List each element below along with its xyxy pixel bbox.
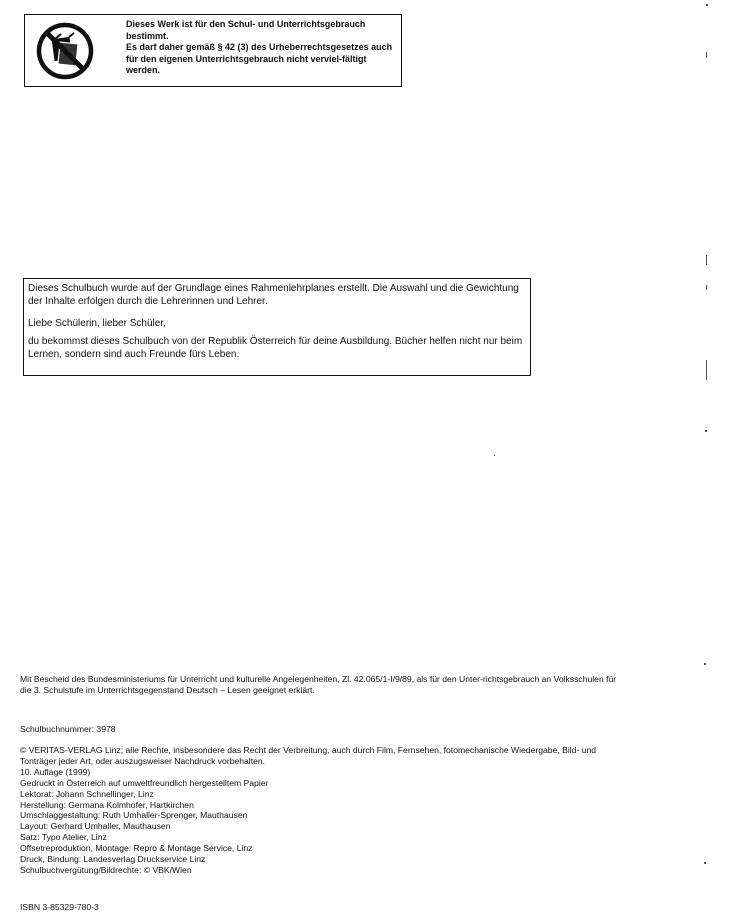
- image-rights-line: Schulbuchvergütung/Bildrechte: © VBK/Wien: [20, 864, 192, 875]
- cover-line: Umschlaggestaltung: Ruth Umhaller-Sprenger, Mauthausen: [20, 810, 248, 821]
- notice-text: [126, 19, 401, 77]
- notice-line-2: Es darf daher gemäß § 42 (3) des Urheberrechtsgesetzes auch für den eigenen Unterrichtsgebrauch nicht verviel-fältigt werden.: [126, 42, 393, 75]
- reproduction-line: Offsetreproduktion, Montage: Repro & Montage Service, Linz: [20, 843, 253, 854]
- scan-speck: [706, 255, 707, 265]
- scan-speck: [705, 430, 707, 432]
- scan-speck: [706, 285, 707, 290]
- scan-speck: [494, 455, 495, 456]
- scan-speck: [706, 360, 707, 380]
- printing-line: Druck, Bindung: Landesverlag Druckservice Linz: [20, 854, 206, 865]
- isbn: [20, 902, 620, 913]
- greeting: Liebe Schülerin, lieber Schüler,: [28, 318, 166, 329]
- no-photocopy-icon: [35, 21, 95, 81]
- layout-line: Layout: Gerhard Umhaller, Mauthausen: [20, 821, 171, 832]
- scan-speck: [706, 52, 707, 58]
- intro-paragraph-1: Dieses Schulbuch wurde auf der Grundlage eines Rahmenlehrplanes erstellt. Die Auswahl und die Gewichtung der Inhalte erfolgen durch die Lehrerinnen und Lehrer.: [28, 283, 519, 307]
- copyright-line: © VERITAS-VERLAG Linz; alle Rechte, insbesondere das Recht der Verbreitung, auch durch Film, Fernsehen, fotomechanische Wiedergabe, Bild- und Tonträger jeder Art, oder auszugsweiser Nachdruck vorbehalten.: [20, 745, 597, 766]
- intro-box: [23, 278, 531, 376]
- intro-paragraph-2: du bekommst dieses Schulbuch von der Republik Österreich für deine Ausbildung. Bücher helfen nicht nur beim Lernen, sondern sind auch Freunde fürs Leben.: [28, 336, 523, 360]
- notice-line-1: Dieses Werk ist für den Schul- und Unterrichtsgebrauch bestimmt.: [126, 19, 366, 41]
- approval-text: Mit Bescheid des Bundesministeriums für Unterricht und kulturelle Angelegenheiten, Zl. 42.065/1-I/9/89, als für den Unter-richtsgebrauch an Volksschulen für die 3. Schulstufe im Unterrichtsgegenstand Deutsch – Lesen geeignet erklärt.: [20, 674, 617, 695]
- scan-speck: [706, 4, 708, 6]
- editor-line: Lektorat: Johann Schnellinger, Linz: [20, 788, 154, 799]
- copyright-notice-box: [24, 14, 402, 87]
- approval-notice: [20, 674, 620, 696]
- production-line: Herstellung: Germana Kolmhofer, Hartkirchen: [20, 799, 194, 810]
- imprint-block: [20, 745, 620, 876]
- typesetting-line: Satz: Typo Atelier, Linz: [20, 832, 107, 843]
- printed-line: Gedruckt in Österreich auf umweltfreundlich hergestelltem Papier: [20, 777, 269, 788]
- scan-speck: [704, 663, 706, 665]
- isbn-text: ISBN 3-85329-780-3: [20, 902, 99, 912]
- edition-line: 10. Auflage (1999): [20, 766, 91, 777]
- schoolbook-number: [20, 724, 620, 735]
- schoolbook-number-text: Schulbuchnummer: 3978: [20, 724, 116, 734]
- scan-speck: [704, 862, 706, 864]
